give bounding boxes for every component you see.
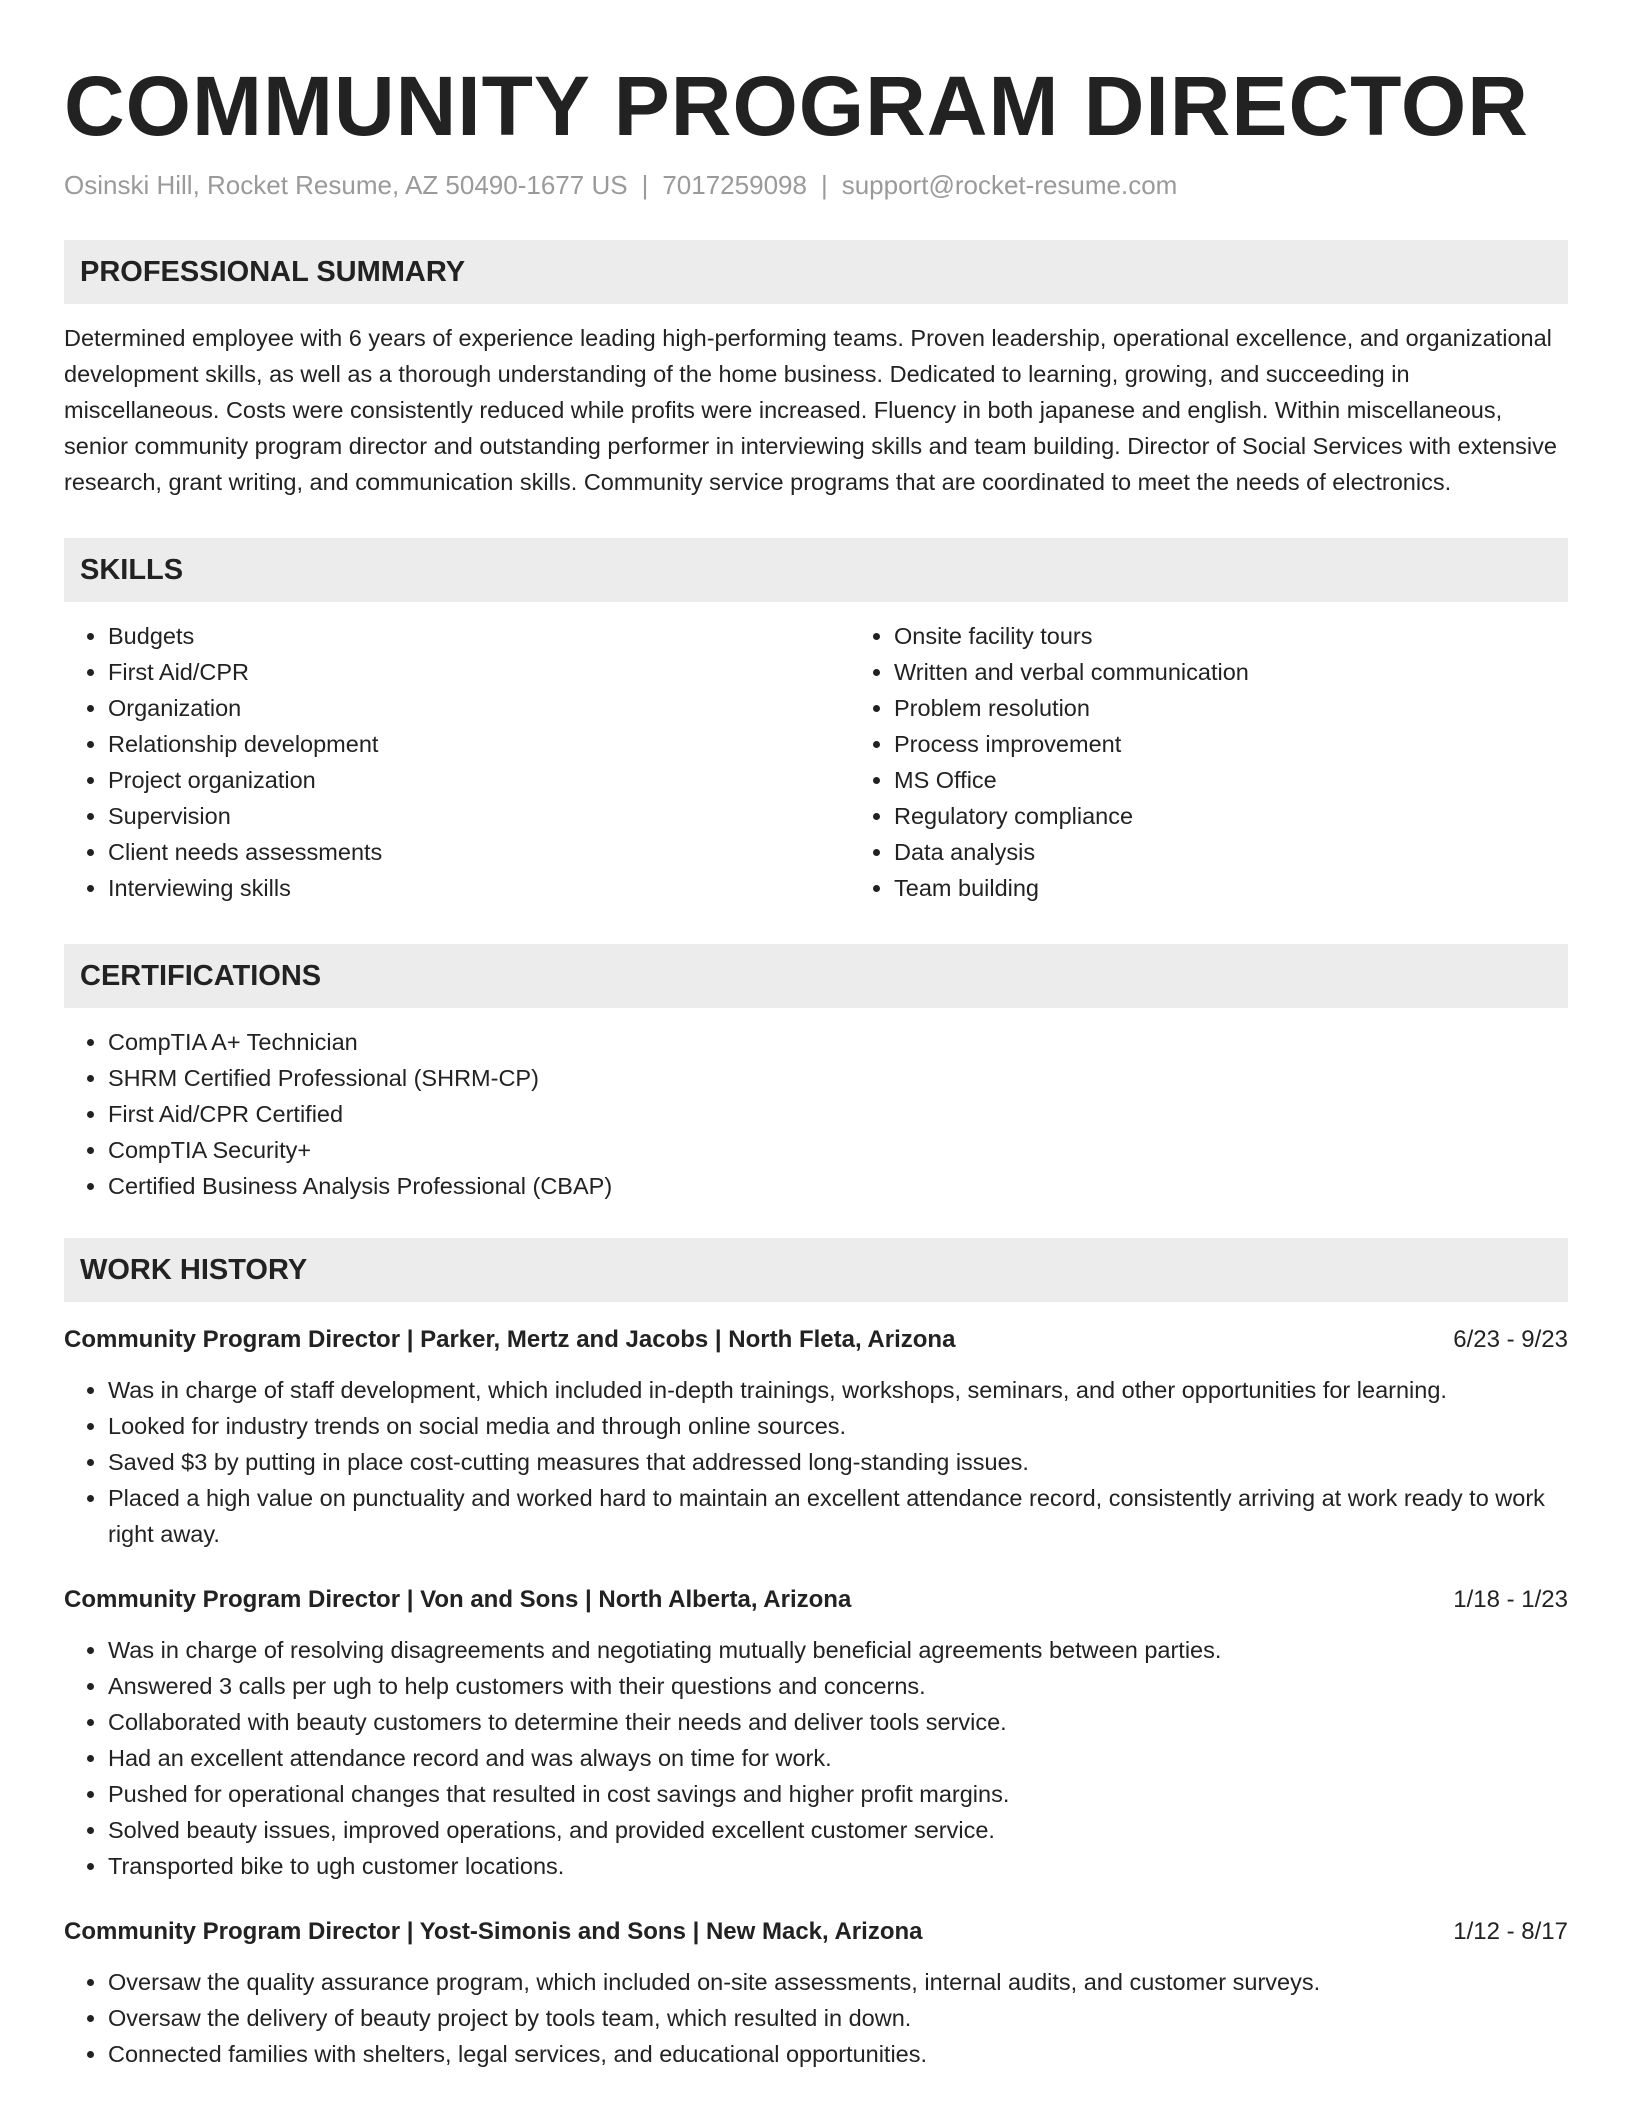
- skill-item: • Interviewing skills: [108, 870, 850, 906]
- skills-list-right: [850, 618, 1632, 906]
- job-bullet: • Pushed for operational changes that resulted in cost savings and higher profit margins.: [108, 1776, 1568, 1812]
- skill-item: • Written and verbal communication: [894, 654, 1632, 690]
- job-bullet: • Was in charge of resolving disagreements and negotiating mutually beneficial agreements between parties.: [108, 1632, 1568, 1668]
- job-dates: 1/18 - 1/23: [1453, 1586, 1568, 1613]
- candidate-title: COMMUNITY PROGRAM DIRECTOR: [64, 59, 1529, 153]
- job-entry: [64, 1322, 1568, 1552]
- job-title: Community Program Director | Von and Sons | North Alberta, Arizona: [64, 1586, 852, 1613]
- job-bullet: • Saved $3 by putting in place cost-cutting measures that addressed long-standing issues.: [108, 1444, 1568, 1480]
- skill-item: • Relationship development: [108, 726, 850, 762]
- skill-item: • Project organization: [108, 762, 850, 798]
- skill-item: • Data analysis: [894, 834, 1632, 870]
- skill-item: • Onsite facility tours: [894, 618, 1632, 654]
- certifications-section: [64, 944, 1568, 1204]
- job-bullet: • Solved beauty issues, improved operations, and provided excellent customer service.: [108, 1812, 1568, 1848]
- job-bullet: • Oversaw the delivery of beauty project by tools team, which resulted in down.: [108, 2000, 1568, 2036]
- job-bullets: [64, 1372, 1568, 1552]
- job-dates: 6/23 - 9/23: [1453, 1326, 1568, 1353]
- job-title: Community Program Director | Parker, Mertz and Jacobs | North Fleta, Arizona: [64, 1326, 956, 1353]
- certification-item: • First Aid/CPR Certified: [108, 1096, 1568, 1132]
- job-bullets: [64, 1632, 1568, 1884]
- contact-separator: |: [820, 170, 828, 200]
- resume-page: [64, 0, 1568, 2072]
- skill-item: • Client needs assessments: [108, 834, 850, 870]
- skills-grid: [64, 618, 1568, 906]
- skills-list-left: [64, 618, 850, 906]
- work-history-section: [64, 1238, 1568, 2072]
- contact-line: [64, 168, 1568, 202]
- skill-item: • Supervision: [108, 798, 850, 834]
- contact-address: Osinski Hill, Rocket Resume, AZ 50490-1677 US: [64, 170, 628, 200]
- work-history-heading: WORK HISTORY: [64, 1238, 1568, 1302]
- job-dates: 1/12 - 8/17: [1453, 1918, 1568, 1945]
- summary-section: [64, 240, 1568, 500]
- contact-separator: |: [641, 170, 649, 200]
- skill-item: • Problem resolution: [894, 690, 1632, 726]
- job-bullet: • Was in charge of staff development, which included in-depth trainings, workshops, seminars, and other opportunities for learning.: [108, 1372, 1568, 1408]
- job-bullet: • Collaborated with beauty customers to determine their needs and deliver tools service.: [108, 1704, 1568, 1740]
- job-bullet: • Placed a high value on punctuality and worked hard to maintain an excellent attendance record, consistently arriving at work ready to work right away.: [108, 1480, 1568, 1552]
- certification-item: • SHRM Certified Professional (SHRM-CP): [108, 1060, 1568, 1096]
- job-header: [64, 1582, 1568, 1618]
- job-entry: [64, 1914, 1568, 2072]
- summary-text: Determined employee with 6 years of experience leading high-performing teams. Proven leadership, operational excellence, and organizational development skills, as well as a thorough understanding of the home business. Dedicated to learning, growing, and succeeding in miscellaneous. Costs were consistently reduced while profits were increased. Fluency in both japanese and english. Within miscellaneous, senior community program director and outstanding performer in interviewing skills and team building. Director of Social Services with extensive research, grant writing, and communication skills. Community service programs that are coordinated to meet the needs of electronics.: [64, 325, 1557, 495]
- certification-item: • Certified Business Analysis Professional (CBAP): [108, 1168, 1568, 1204]
- skills-section: [64, 538, 1568, 906]
- summary-heading: PROFESSIONAL SUMMARY: [64, 240, 1568, 304]
- certifications-heading: CERTIFICATIONS: [64, 944, 1568, 1008]
- job-bullet: • Answered 3 calls per ugh to help customers with their questions and concerns.: [108, 1668, 1568, 1704]
- skill-item: • Organization: [108, 690, 850, 726]
- skill-item: • Budgets: [108, 618, 850, 654]
- job-header: [64, 1322, 1568, 1358]
- skill-item: • First Aid/CPR: [108, 654, 850, 690]
- contact-email: support@rocket-resume.com: [841, 170, 1178, 200]
- certification-item: • CompTIA Security+: [108, 1132, 1568, 1168]
- skill-item: • Regulatory compliance: [894, 798, 1632, 834]
- job-entry: [64, 1582, 1568, 1884]
- certification-item: • CompTIA A+ Technician: [108, 1024, 1568, 1060]
- job-bullet: • Connected families with shelters, legal services, and educational opportunities.: [108, 2036, 1568, 2072]
- job-header: [64, 1914, 1568, 1950]
- skill-item: • MS Office: [894, 762, 1632, 798]
- job-title: Community Program Director | Yost-Simonis and Sons | New Mack, Arizona: [64, 1918, 923, 1945]
- certifications-list: [64, 1024, 1568, 1204]
- contact-phone: 7017259098: [662, 170, 807, 200]
- job-bullet: • Transported bike to ugh customer locations.: [108, 1848, 1568, 1884]
- job-bullet: • Looked for industry trends on social media and through online sources.: [108, 1408, 1568, 1444]
- job-bullets: [64, 1964, 1568, 2072]
- skills-heading: SKILLS: [64, 538, 1568, 602]
- skill-item: • Team building: [894, 870, 1632, 906]
- job-bullet: • Oversaw the quality assurance program, which included on-site assessments, internal audits, and customer surveys.: [108, 1964, 1568, 2000]
- job-bullet: • Had an excellent attendance record and was always on time for work.: [108, 1740, 1568, 1776]
- skill-item: • Process improvement: [894, 726, 1632, 762]
